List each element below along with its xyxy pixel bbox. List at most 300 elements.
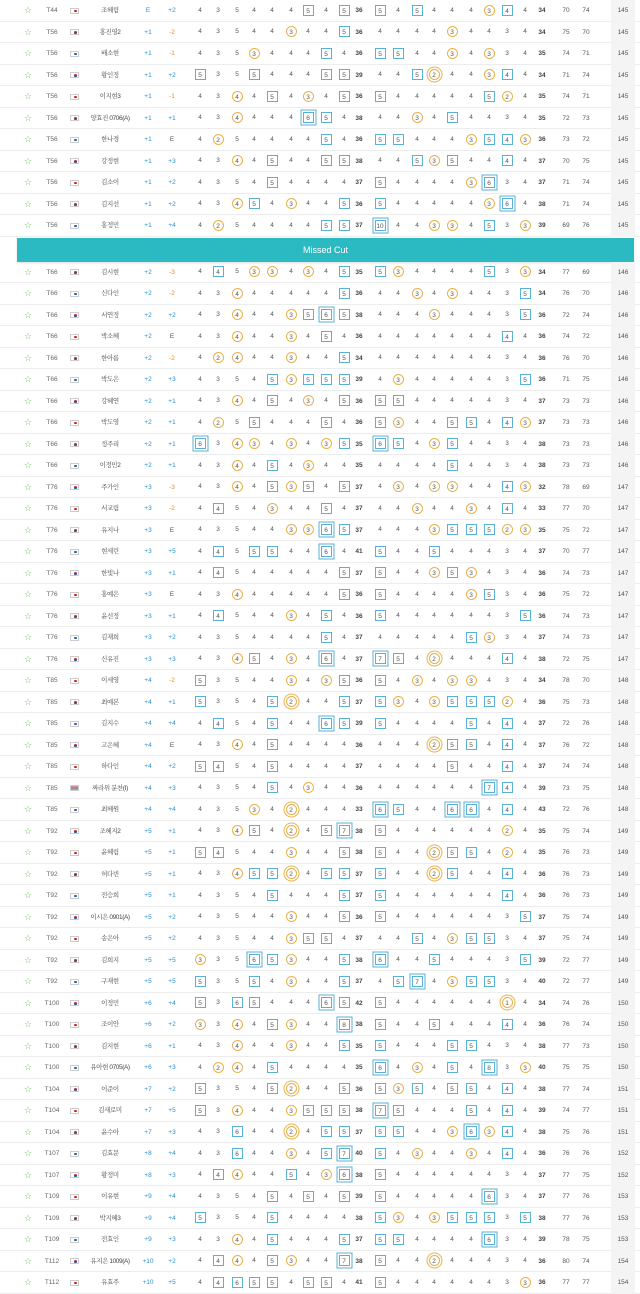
hole-score <box>482 756 496 778</box>
player-name[interactable]: 이정민 <box>101 999 119 1007</box>
table-row[interactable] <box>0 151 640 173</box>
table-row[interactable] <box>0 369 640 391</box>
favorite-star-icon[interactable]: ☆ <box>23 1148 33 1158</box>
hole-score <box>482 541 496 563</box>
hole-score-value: 4 <box>198 332 202 340</box>
player-name[interactable]: 이유현 <box>101 1193 119 1200</box>
favorite-star-icon[interactable]: ☆ <box>23 503 33 513</box>
favorite-star-icon[interactable]: ☆ <box>23 352 33 363</box>
table-row[interactable] <box>0 194 640 216</box>
table-row[interactable] <box>0 434 640 456</box>
hole-score <box>193 172 207 194</box>
hole-score <box>482 584 496 606</box>
favorite-star-icon[interactable]: ☆ <box>23 696 33 707</box>
hole-score <box>284 993 298 1015</box>
hole-score-value: 3 <box>447 288 458 299</box>
favorite-star-icon[interactable]: ☆ <box>23 1255 33 1266</box>
hole-score <box>500 194 514 216</box>
player-name[interactable]: 서연정 <box>101 311 119 319</box>
hole-score-value: 4 <box>487 547 491 555</box>
round-2-score: 75 <box>582 784 590 792</box>
hole-score-value: 4 <box>487 999 491 1007</box>
player-name[interactable]: 홍진영2 <box>99 28 121 36</box>
hole-score <box>482 842 496 864</box>
hole-score-value: 6 <box>466 804 477 815</box>
favorite-star-icon[interactable]: ☆ <box>23 804 33 814</box>
hole-score <box>211 194 225 216</box>
player-name[interactable]: 김재희 <box>101 634 119 641</box>
favorite-star-icon[interactable]: ☆ <box>23 675 33 685</box>
hole-score <box>265 864 279 886</box>
back-nine-total: 40 <box>538 978 546 985</box>
front-nine-total: 37 <box>355 569 363 577</box>
hole-score-value: 5 <box>466 718 477 729</box>
favorite-star-icon[interactable]: ☆ <box>23 331 33 341</box>
favorite-star-icon[interactable]: ☆ <box>23 782 33 793</box>
hole-score <box>247 455 261 477</box>
country-flag-icon <box>70 1272 80 1294</box>
table-row[interactable] <box>0 1165 640 1187</box>
hole-score <box>427 1186 441 1208</box>
round-2-score: 77 <box>582 548 590 555</box>
table-row[interactable] <box>0 520 640 542</box>
favorite-star-icon[interactable]: ☆ <box>23 890 33 900</box>
hole-score <box>464 129 478 151</box>
player-name[interactable]: 김지수 <box>101 720 119 727</box>
hole-score <box>373 842 387 864</box>
hole-score-value: 5 <box>321 69 332 80</box>
player-name[interactable]: 김시현 <box>101 268 119 276</box>
favorite-star-icon[interactable]: ☆ <box>23 546 33 556</box>
hole-score <box>319 348 333 370</box>
table-row[interactable] <box>0 907 640 929</box>
player-name[interactable]: 황인정 <box>101 71 119 79</box>
favorite-star-icon[interactable]: ☆ <box>23 112 33 123</box>
table-row[interactable] <box>0 1186 640 1208</box>
favorite-star-icon[interactable]: ☆ <box>23 610 33 621</box>
favorite-star-icon[interactable]: ☆ <box>23 1169 33 1180</box>
hole-score <box>373 1251 387 1273</box>
hole-score <box>445 541 459 563</box>
player-name[interactable]: 양효진 0706(A) <box>90 114 130 122</box>
round-1-score: 75 <box>562 526 570 534</box>
player-name[interactable]: 강혜연 <box>101 397 119 405</box>
table-row[interactable] <box>0 1229 640 1251</box>
table-row[interactable] <box>0 1014 640 1036</box>
table-row[interactable] <box>0 971 640 993</box>
favorite-star-icon[interactable]: ☆ <box>23 288 33 298</box>
table-row[interactable] <box>0 756 640 778</box>
total-strokes: 154 <box>611 1272 635 1294</box>
hole-score-value: 4 <box>270 977 274 985</box>
table-row[interactable] <box>0 842 640 864</box>
hole-score <box>211 885 225 907</box>
player-name[interactable]: 조이안 <box>101 1021 119 1028</box>
favorite-star-icon[interactable]: ☆ <box>23 220 33 230</box>
hole-score-value: 4 <box>342 762 346 770</box>
favorite-star-icon[interactable]: ☆ <box>23 395 33 406</box>
favorite-star-icon[interactable]: ☆ <box>23 177 33 187</box>
favorite-star-icon[interactable]: ☆ <box>23 1062 33 1072</box>
country-flag-icon <box>70 1100 80 1122</box>
player-name[interactable]: 박소혜 <box>101 333 119 340</box>
favorite-star-icon[interactable]: ☆ <box>23 5 33 15</box>
hole-score <box>410 520 424 542</box>
country-flag-icon <box>70 842 80 864</box>
player-name[interactable]: 김소이 <box>101 179 119 186</box>
player-name[interactable]: 이정민2 <box>99 462 121 469</box>
favorite-star-icon[interactable]: ☆ <box>23 266 33 277</box>
hole-score <box>427 1229 441 1251</box>
favorite-star-icon[interactable]: ☆ <box>23 1126 33 1137</box>
player-name[interactable]: 유아현 0705(A) <box>90 1064 130 1071</box>
table-row[interactable] <box>0 1251 640 1273</box>
hole-score <box>319 778 333 800</box>
favorite-star-icon[interactable]: ☆ <box>23 26 33 37</box>
player-name[interactable]: 윤수아 <box>101 1128 119 1136</box>
player-name[interactable]: 이시은 0901(A) <box>90 913 130 921</box>
favorite-star-icon[interactable]: ☆ <box>23 761 33 771</box>
hole-score-value: 3 <box>429 696 440 707</box>
hole-score-value: 4 <box>432 375 436 383</box>
back-nine-total: 36 <box>538 591 546 598</box>
table-row[interactable] <box>0 541 640 563</box>
favorite-star-icon[interactable]: ☆ <box>23 134 33 144</box>
table-row[interactable] <box>0 22 640 44</box>
hole-score <box>284 262 298 284</box>
favorite-star-icon[interactable]: ☆ <box>23 954 33 965</box>
hole-score <box>265 885 279 907</box>
favorite-star-icon[interactable]: ☆ <box>23 481 33 492</box>
player-name[interactable]: 김희지 <box>101 956 119 964</box>
country-flag-icon <box>70 950 80 972</box>
favorite-star-icon[interactable]: ☆ <box>23 825 33 836</box>
hole-score-value: 4 <box>396 891 400 899</box>
player-name[interactable]: 김지선 <box>101 200 119 208</box>
favorite-star-icon[interactable]: ☆ <box>23 374 33 384</box>
favorite-star-icon[interactable]: ☆ <box>23 997 33 1008</box>
player-name[interactable]: 이준이 <box>101 1085 119 1093</box>
hole-score-value: 5 <box>195 761 206 772</box>
table-row[interactable] <box>0 799 640 821</box>
favorite-star-icon[interactable]: ☆ <box>23 739 33 750</box>
hole-score <box>464 950 478 972</box>
hole-score <box>410 455 424 477</box>
player-name[interactable]: 이세영 <box>101 677 119 684</box>
table-row[interactable] <box>0 215 640 237</box>
player-position: T92 <box>46 827 58 835</box>
hole-score <box>391 1100 405 1122</box>
player-name[interactable]: 최예본 <box>101 698 119 706</box>
player-name[interactable]: 서교림 <box>101 505 119 512</box>
favorite-star-icon[interactable]: ☆ <box>23 155 33 166</box>
player-name[interactable]: 강정현 <box>101 157 119 165</box>
hole-score <box>464 1014 478 1036</box>
player-name[interactable]: 정주리 <box>101 440 119 448</box>
player-name[interactable]: 박도영 <box>101 419 119 426</box>
favorite-star-icon[interactable]: ☆ <box>23 1277 33 1287</box>
table-row[interactable] <box>0 498 640 520</box>
favorite-star-icon[interactable]: ☆ <box>23 1234 33 1244</box>
hole-score <box>319 1272 333 1294</box>
hole-score <box>301 1122 315 1144</box>
hole-score <box>247 43 261 65</box>
favorite-star-icon[interactable]: ☆ <box>23 976 33 986</box>
hole-score <box>445 1143 459 1165</box>
player-name[interactable]: 전효인 <box>101 1236 119 1243</box>
hole-score-value: 5 <box>303 1277 314 1288</box>
player-name[interactable]: 배소현 <box>101 50 119 57</box>
hole-score <box>284 1272 298 1294</box>
player-name[interactable]: 조혜지2 <box>99 827 121 835</box>
player-name[interactable]: 윤선정 <box>101 612 119 620</box>
favorite-star-icon[interactable]: ☆ <box>23 1212 33 1223</box>
favorite-star-icon[interactable]: ☆ <box>23 1105 33 1115</box>
table-row[interactable] <box>0 950 640 972</box>
table-row[interactable] <box>0 262 640 284</box>
hole-score-value: 3 <box>286 198 297 209</box>
table-row[interactable] <box>0 283 640 305</box>
hole-score <box>193 22 207 44</box>
player-name[interactable]: 하다인 <box>101 763 119 770</box>
hole-score-value: 4 <box>432 461 436 469</box>
hole-score-value: 4 <box>342 49 346 57</box>
hole-score <box>464 151 478 173</box>
player-name[interactable]: 박도은 <box>101 376 119 383</box>
hole-score-value: 4 <box>487 805 491 813</box>
table-row[interactable] <box>0 821 640 843</box>
table-row[interactable] <box>0 326 640 348</box>
player-name[interactable]: 조혜림 <box>101 7 119 14</box>
table-row[interactable] <box>0 885 640 907</box>
hole-score-value: 4 <box>378 762 382 770</box>
hole-score-value: 4 <box>469 440 473 448</box>
player-name[interactable]: 신다인 <box>101 290 119 297</box>
hole-score <box>230 993 244 1015</box>
player-name[interactable]: 주가인 <box>101 483 119 491</box>
table-row[interactable] <box>0 1143 640 1165</box>
hole-score-value: 4 <box>198 526 202 534</box>
player-name[interactable]: 유지나 <box>101 526 119 534</box>
hole-score-value: 3 <box>505 28 509 36</box>
country-flag-icon <box>70 713 80 735</box>
table-row[interactable] <box>0 1057 640 1079</box>
player-name[interactable]: 고은혜 <box>101 741 119 749</box>
player-name[interactable]: 홍예은 <box>101 591 119 598</box>
hole-score <box>427 627 441 649</box>
total-to-par: +1 <box>144 222 152 229</box>
table-row[interactable] <box>0 864 640 886</box>
total-to-par: +2 <box>144 440 152 448</box>
table-row[interactable] <box>0 391 640 413</box>
hole-score <box>230 1186 244 1208</box>
hole-score <box>391 1186 405 1208</box>
table-row[interactable] <box>0 348 640 370</box>
hole-score-value: 4 <box>289 71 293 79</box>
player-name[interactable]: 유효주 <box>101 1279 119 1286</box>
hole-score <box>391 541 405 563</box>
hole-score <box>500 864 514 886</box>
hole-score <box>319 692 333 714</box>
favorite-star-icon[interactable]: ☆ <box>23 653 33 664</box>
player-name[interactable]: 전승희 <box>101 892 119 899</box>
player-name[interactable]: 유지은 1009(A) <box>90 1257 130 1265</box>
table-row[interactable] <box>0 1272 640 1294</box>
table-row[interactable] <box>0 0 640 22</box>
player-name[interactable]: 홍정민 <box>101 222 119 229</box>
player-name[interactable]: 황정미 <box>101 1171 119 1179</box>
player-name[interactable]: 신유진 <box>101 655 119 663</box>
hole-score <box>410 0 424 22</box>
favorite-star-icon[interactable]: ☆ <box>23 309 33 320</box>
table-row[interactable] <box>0 928 640 950</box>
table-row[interactable] <box>0 477 640 499</box>
hole-score <box>319 971 333 993</box>
table-row[interactable] <box>0 606 640 628</box>
table-row[interactable] <box>0 1208 640 1230</box>
back-nine-total: 36 <box>538 1150 546 1157</box>
player-name[interactable]: 이지현3 <box>99 93 121 100</box>
table-row[interactable] <box>0 735 640 757</box>
favorite-star-icon[interactable]: ☆ <box>23 417 33 427</box>
hole-score <box>337 0 351 22</box>
hole-score-value: 5 <box>447 524 458 535</box>
table-row[interactable] <box>0 563 640 585</box>
hole-score <box>319 584 333 606</box>
hole-score <box>265 65 279 87</box>
table-row[interactable] <box>0 627 640 649</box>
table-row[interactable] <box>0 1100 640 1122</box>
table-row[interactable] <box>0 172 640 194</box>
player-name[interactable]: 송은아 <box>101 935 119 942</box>
favorite-star-icon[interactable]: ☆ <box>23 868 33 879</box>
hole-score-value: 5 <box>375 1169 386 1180</box>
favorite-star-icon[interactable]: ☆ <box>23 460 33 470</box>
hole-score <box>500 22 514 44</box>
player-position: T85 <box>46 806 58 813</box>
back-nine-total: 37 <box>538 720 546 727</box>
player-name[interactable]: 박지혜3 <box>99 1214 121 1222</box>
favorite-star-icon[interactable]: ☆ <box>23 589 33 599</box>
player-name[interactable]: 현세린 <box>101 548 119 555</box>
favorite-star-icon[interactable]: ☆ <box>23 198 33 209</box>
player-name[interactable]: 김지현 <box>101 1042 119 1050</box>
table-row[interactable] <box>0 670 640 692</box>
hole-score-value: 3 <box>216 92 220 100</box>
hole-score <box>337 1122 351 1144</box>
favorite-star-icon[interactable]: ☆ <box>23 69 33 80</box>
hole-score <box>410 1079 424 1101</box>
table-row[interactable] <box>0 305 640 327</box>
table-row[interactable] <box>0 86 640 108</box>
table-row[interactable] <box>0 713 640 735</box>
favorite-star-icon[interactable]: ☆ <box>23 1191 33 1201</box>
table-row[interactable] <box>0 993 640 1015</box>
table-row[interactable] <box>0 778 640 800</box>
favorite-star-icon[interactable]: ☆ <box>23 1040 33 1051</box>
player-name[interactable]: 짜라위 분찬(I) <box>92 784 128 792</box>
country-flag-icon <box>70 864 80 886</box>
favorite-star-icon[interactable]: ☆ <box>23 911 33 922</box>
hole-score <box>373 108 387 130</box>
player-name[interactable]: 구재현 <box>101 978 119 985</box>
table-row[interactable] <box>0 649 640 671</box>
favorite-star-icon[interactable]: ☆ <box>23 847 33 857</box>
favorite-star-icon[interactable]: ☆ <box>23 91 33 101</box>
hole-score-value: 4 <box>415 655 419 663</box>
player-name[interactable]: 한아름 <box>101 354 119 362</box>
player-name[interactable]: 한빛나 <box>101 569 119 577</box>
table-row[interactable] <box>0 692 640 714</box>
favorite-star-icon[interactable]: ☆ <box>23 1083 33 1094</box>
hole-score <box>301 606 315 628</box>
player-name[interactable]: 허다빈 <box>101 870 119 878</box>
hole-score-value: 4 <box>324 698 328 706</box>
hole-score <box>211 1057 225 1079</box>
today-to-par: +1 <box>168 440 176 448</box>
hole-score <box>265 1122 279 1144</box>
hole-score-value: 4 <box>432 934 436 942</box>
hole-score <box>373 756 387 778</box>
player-name[interactable]: 김효문 <box>101 1150 119 1157</box>
player-position: T56 <box>46 157 58 165</box>
favorite-star-icon[interactable]: ☆ <box>23 48 33 58</box>
table-row[interactable] <box>0 1036 640 1058</box>
favorite-star-icon[interactable]: ☆ <box>23 438 33 449</box>
hole-score <box>265 455 279 477</box>
hole-score <box>301 43 315 65</box>
hole-score-value: 5 <box>447 1212 458 1223</box>
country-flag-icon <box>70 1208 80 1230</box>
table-row[interactable] <box>0 1122 640 1144</box>
front-nine-total: 39 <box>355 1193 363 1200</box>
hole-score-value: 4 <box>324 891 328 899</box>
hole-score <box>482 799 496 821</box>
table-row[interactable] <box>0 108 640 130</box>
favorite-star-icon[interactable]: ☆ <box>23 933 33 943</box>
table-row[interactable] <box>0 1079 640 1101</box>
player-name[interactable]: 윤혜림 <box>101 849 119 856</box>
player-name[interactable]: 최혜원 <box>101 806 119 813</box>
table-row[interactable] <box>0 412 640 434</box>
hole-score-value: 5 <box>303 374 314 385</box>
front-nine-total: 36 <box>355 591 363 598</box>
hole-score <box>500 43 514 65</box>
favorite-star-icon[interactable]: ☆ <box>23 718 33 728</box>
hole-score-value: 2 <box>213 134 224 145</box>
player-name[interactable]: 김새로미 <box>98 1107 122 1114</box>
table-row[interactable] <box>0 584 640 606</box>
hole-score <box>193 520 207 542</box>
favorite-star-icon[interactable]: ☆ <box>23 1019 33 1029</box>
hole-score-value: 5 <box>339 155 350 166</box>
hole-score <box>482 369 496 391</box>
hole-score <box>500 1208 514 1230</box>
table-row[interactable] <box>0 129 640 151</box>
table-row[interactable] <box>0 43 640 65</box>
hole-score <box>445 0 459 22</box>
back-nine-total: 35 <box>538 526 546 534</box>
table-row[interactable] <box>0 455 640 477</box>
table-row[interactable] <box>0 65 640 87</box>
hole-score-value: 4 <box>198 92 202 100</box>
hole-score <box>410 1208 424 1230</box>
favorite-star-icon[interactable]: ☆ <box>23 567 33 578</box>
favorite-star-icon[interactable]: ☆ <box>23 524 33 535</box>
favorite-star-icon[interactable]: ☆ <box>23 632 33 642</box>
hole-score <box>410 86 424 108</box>
player-name[interactable]: 한나경 <box>101 136 119 143</box>
